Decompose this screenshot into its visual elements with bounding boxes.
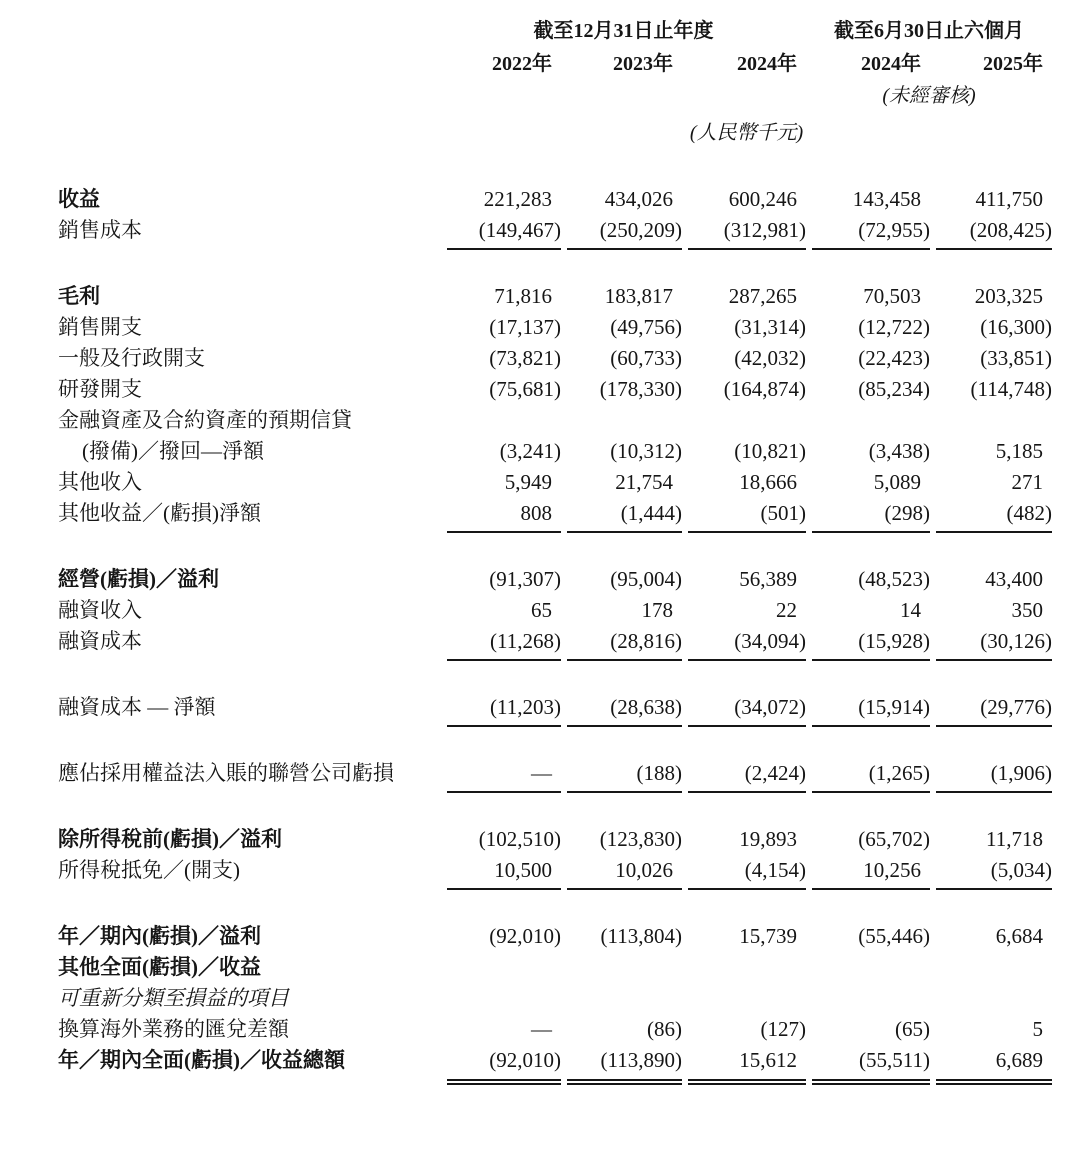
table-row (58, 595, 1052, 626)
value-cell: (113,804) (600, 924, 682, 948)
value-cell: (65,702) (858, 827, 930, 851)
table-row (58, 1014, 1052, 1045)
row-label: 銷售開支 (58, 315, 142, 339)
row-label: 應佔採用權益法入賬的聯營公司虧損 (58, 761, 394, 785)
value-cell: (10,312) (610, 439, 682, 463)
value-cell: (312,981) (688, 215, 806, 250)
spacer-row (58, 793, 1052, 824)
row-label: 可重新分類至損益的項目 (58, 986, 289, 1010)
year-header-2022: 2022年 (492, 53, 552, 75)
table-row (58, 405, 1052, 436)
value-cell: 56,389 (739, 567, 797, 591)
row-label: 年／期內全面(虧損)／收益總額 (58, 1048, 345, 1072)
row-label: 融資成本 — 淨額 (58, 695, 216, 719)
unaudited-note-row (58, 81, 1052, 112)
value-cell: (178,330) (599, 377, 682, 401)
value-cell: (75,681) (489, 377, 561, 401)
row-label: 其他收益／(虧損)淨額 (58, 501, 261, 525)
unaudited-note: (未經審核) (882, 85, 976, 107)
year-header-2023: 2023年 (613, 53, 673, 75)
row-label: (撥備)／撥回—淨額 (82, 439, 264, 463)
spacer-row (58, 890, 1052, 921)
value-cell: 5,185 (995, 439, 1043, 463)
value-cell: (42,032) (734, 346, 806, 370)
row-label: 融資收入 (58, 598, 142, 622)
header-spacer-cell (58, 47, 441, 81)
header-gap (58, 147, 1052, 184)
value-cell: 70,503 (863, 284, 921, 308)
value-cell: (127) (760, 1017, 806, 1041)
value-cell: (12,722) (858, 315, 930, 339)
value-cell: 183,817 (604, 284, 673, 308)
table-row (58, 374, 1052, 405)
value-cell: 600,246 (728, 187, 797, 211)
currency-note: (人民幣千元) (689, 122, 804, 144)
value-cell: 203,325 (974, 284, 1043, 308)
value-cell (812, 405, 930, 436)
value-cell: (298) (812, 498, 930, 533)
interim-period-header: 截至6月30日止六個月 (834, 20, 1024, 42)
header-spacer-cell (58, 81, 441, 112)
value-cell: (92,010) (489, 924, 561, 948)
value-cell: 21,754 (615, 470, 673, 494)
value-cell (688, 983, 806, 1014)
value-cell: (2,424) (688, 758, 806, 793)
value-cell: (33,851) (980, 346, 1052, 370)
value-cell: 6,684 (995, 924, 1043, 948)
spacer-row (58, 661, 1052, 692)
value-cell: 11,718 (986, 827, 1043, 851)
value-cell: (73,821) (489, 346, 561, 370)
year-header-2024-interim: 2024年 (861, 53, 921, 75)
row-label: 金融資產及合約資產的預期信貸 (58, 408, 352, 432)
value-cell: 18,666 (739, 470, 797, 494)
year-header-row (58, 47, 1052, 81)
value-cell (567, 405, 682, 436)
row-label: 銷售成本 (58, 218, 142, 242)
table-row (58, 281, 1052, 312)
value-cell: (31,314) (734, 315, 806, 339)
value-cell (936, 405, 1052, 436)
row-label: 研發開支 (58, 377, 142, 401)
value-cell: (17,137) (489, 315, 561, 339)
value-cell: (123,830) (599, 827, 682, 851)
value-cell: (15,914) (812, 692, 930, 727)
value-cell: (11,203) (447, 692, 561, 727)
value-cell (567, 952, 682, 983)
value-cell (447, 405, 561, 436)
value-cell: (55,446) (858, 924, 930, 948)
value-cell: (34,072) (688, 692, 806, 727)
value-cell: 5,949 (504, 470, 552, 494)
value-cell: (102,510) (478, 827, 561, 851)
value-cell: (72,955) (812, 215, 930, 250)
row-label: 經營(虧損)／溢利 (58, 567, 219, 591)
row-label: 收益 (58, 187, 100, 211)
value-cell: (22,423) (858, 346, 930, 370)
value-cell: (49,756) (610, 315, 682, 339)
value-cell: (28,816) (567, 626, 682, 661)
value-cell: (501) (688, 498, 806, 533)
value-cell: (5,034) (936, 855, 1052, 890)
value-cell (812, 983, 930, 1014)
value-cell: 15,612 (688, 1045, 806, 1085)
table-row (58, 564, 1052, 595)
value-cell: 178 (641, 598, 673, 622)
value-cell (936, 983, 1052, 1014)
value-cell: (482) (936, 498, 1052, 533)
value-cell: (28,638) (567, 692, 682, 727)
value-cell: 271 (1011, 470, 1043, 494)
value-cell: — (531, 1017, 552, 1041)
row-label: 一般及行政開支 (58, 346, 205, 370)
value-cell: (16,300) (980, 315, 1052, 339)
value-cell: 5,089 (873, 470, 921, 494)
table-row (58, 498, 1052, 533)
value-cell: (113,890) (567, 1045, 682, 1085)
spacer-row (58, 533, 1052, 564)
row-label: 年／期內(虧損)／溢利 (58, 924, 261, 948)
spacer-row (58, 727, 1052, 758)
value-cell (688, 952, 806, 983)
value-cell: 10,500 (447, 855, 561, 890)
value-cell: (149,467) (447, 215, 561, 250)
table-row (58, 921, 1052, 952)
table-row (58, 1045, 1052, 1085)
year-header-2024: 2024年 (737, 53, 797, 75)
value-cell: 6,689 (936, 1045, 1052, 1085)
value-cell (936, 952, 1052, 983)
value-cell: (91,307) (489, 567, 561, 591)
spacer-row (58, 250, 1052, 281)
value-cell: (34,094) (688, 626, 806, 661)
table-row (58, 343, 1052, 374)
value-cell: (65) (895, 1017, 930, 1041)
value-cell: 43,400 (985, 567, 1043, 591)
value-cell: (85,234) (858, 377, 930, 401)
value-cell (567, 983, 682, 1014)
table-row (58, 952, 1052, 983)
table-row (58, 184, 1052, 215)
row-label: 其他全面(虧損)／收益 (58, 955, 261, 979)
value-cell: (30,126) (936, 626, 1052, 661)
value-cell: (92,010) (447, 1045, 561, 1085)
table-row (58, 692, 1052, 727)
row-label: 換算海外業務的匯兌差額 (58, 1017, 289, 1041)
value-cell: 411,750 (975, 187, 1043, 211)
value-cell: (15,928) (812, 626, 930, 661)
table-row (58, 626, 1052, 661)
value-cell: 71,816 (494, 284, 552, 308)
value-cell: (114,748) (970, 377, 1052, 401)
table-body (58, 184, 1052, 1085)
row-label: 融資成本 (58, 629, 142, 653)
value-cell: (164,874) (723, 377, 806, 401)
value-cell: 143,458 (852, 187, 921, 211)
value-cell: (11,268) (447, 626, 561, 661)
currency-note-row (58, 112, 1052, 147)
value-cell: 19,893 (739, 827, 797, 851)
value-cell: (208,425) (936, 215, 1052, 250)
row-label: 除所得稅前(虧損)／溢利 (58, 827, 282, 851)
value-cell (447, 952, 561, 983)
table-row (58, 983, 1052, 1014)
value-cell (688, 405, 806, 436)
period-header-row (58, 16, 1052, 47)
value-cell: 434,026 (604, 187, 673, 211)
row-label: 所得稅抵免／(開支) (58, 858, 240, 882)
value-cell: (250,209) (567, 215, 682, 250)
value-cell: 221,283 (483, 187, 552, 211)
header-spacer-cell (441, 81, 806, 112)
value-cell: (55,511) (812, 1045, 930, 1085)
value-cell (812, 952, 930, 983)
value-cell: (1,265) (812, 758, 930, 793)
row-label: 其他收入 (58, 470, 142, 494)
header-spacer-cell (58, 16, 441, 47)
value-cell: (3,438) (868, 439, 930, 463)
value-cell: 15,739 (739, 924, 797, 948)
value-cell: 287,265 (728, 284, 797, 308)
table-row (58, 824, 1052, 855)
value-cell: 10,256 (812, 855, 930, 890)
value-cell: (1,444) (567, 498, 682, 533)
value-cell: 10,026 (567, 855, 682, 890)
header-spacer-cell (58, 116, 441, 150)
value-cell: 808 (447, 498, 561, 533)
value-cell: 14 (900, 598, 921, 622)
value-cell: (60,733) (610, 346, 682, 370)
value-cell: (3,241) (499, 439, 561, 463)
table-row (58, 312, 1052, 343)
value-cell: 350 (1011, 598, 1043, 622)
value-cell: 5 (1032, 1017, 1043, 1041)
annual-period-header: 截至12月31日止年度 (533, 20, 714, 42)
row-label: 毛利 (58, 284, 100, 308)
value-cell: (95,004) (610, 567, 682, 591)
value-cell: (10,821) (734, 439, 806, 463)
table-row (58, 758, 1052, 793)
year-header-2025-interim: 2025年 (983, 53, 1043, 75)
table-row (58, 855, 1052, 890)
table-row (58, 215, 1052, 250)
value-cell: (1,906) (936, 758, 1052, 793)
value-cell: — (447, 758, 561, 793)
value-cell: (4,154) (688, 855, 806, 890)
table-row (58, 436, 1052, 467)
value-cell: (29,776) (936, 692, 1052, 727)
value-cell: 65 (531, 598, 552, 622)
value-cell: (48,523) (858, 567, 930, 591)
table-row (58, 467, 1052, 498)
value-cell: (188) (567, 758, 682, 793)
value-cell: 22 (776, 598, 797, 622)
value-cell (447, 983, 561, 1014)
value-cell: (86) (647, 1017, 682, 1041)
